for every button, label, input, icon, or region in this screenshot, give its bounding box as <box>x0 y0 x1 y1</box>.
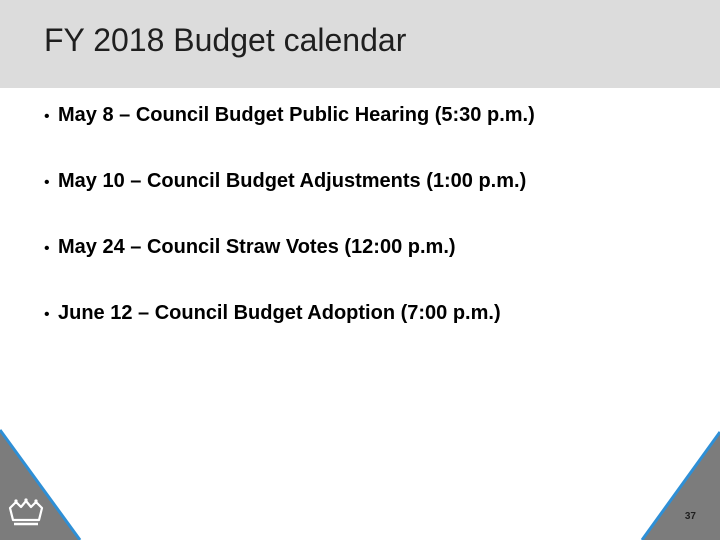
bullet-text: June 12 – Council Budget Adoption (7:00 p.m.) <box>58 302 501 324</box>
bullet-text: May 8 – Council Budget Public Hearing (5:30 p.m.) <box>58 104 535 126</box>
bullet-text: May 24 – Council Straw Votes (12:00 p.m.) <box>58 236 456 258</box>
bullet-marker: • <box>44 108 50 125</box>
slide-title: FY 2018 Budget calendar <box>44 22 407 58</box>
page-number: 37 <box>684 511 696 522</box>
bullet-marker: • <box>44 240 50 257</box>
bullet-marker: • <box>44 306 50 323</box>
bullet-marker: • <box>44 174 50 191</box>
bullet-text: May 10 – Council Budget Adjustments (1:00 p.m.) <box>58 170 527 192</box>
